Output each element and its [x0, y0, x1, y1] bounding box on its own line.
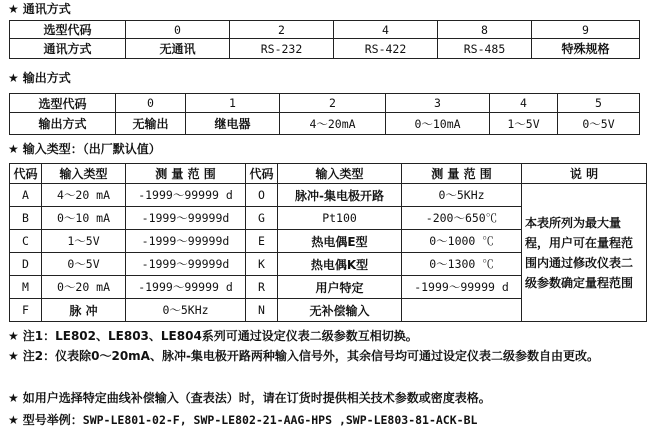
input-cell: K: [246, 253, 278, 276]
input-cell: C: [10, 230, 42, 253]
input-cell: F: [10, 299, 42, 322]
star-icon: ★: [8, 413, 19, 427]
input-cell: -1999～99999 d: [126, 184, 246, 207]
comm-cell: 通讯方式: [10, 39, 126, 59]
comm-cell: 选型代码: [10, 21, 126, 39]
output-row-type: [10, 113, 640, 135]
output-heading: ★ 输出方式: [8, 71, 71, 85]
input-cell: 0～1300 ℃: [402, 253, 522, 276]
input-cell: 4～20 mA: [42, 184, 126, 207]
input-cell: M: [10, 276, 42, 299]
input-cell: 0～5KHz: [126, 299, 246, 322]
input-cell: B: [10, 207, 42, 230]
input-header: 代码: [246, 164, 278, 184]
input-cell: 0～5KHz: [402, 184, 522, 207]
comm-row-code: [10, 21, 640, 39]
comm-cell: 9: [532, 21, 640, 39]
input-header: 输入类型: [42, 164, 126, 184]
input-cell: 热电偶E型: [278, 230, 402, 253]
model-label: 型号举例：: [22, 413, 83, 427]
output-cell: 4: [490, 94, 558, 113]
input-cell: -1999～99999d: [126, 253, 246, 276]
input-cell: -200～650℃: [402, 207, 522, 230]
input-cell: -1999～99999 d: [402, 276, 522, 299]
output-row-code: [10, 94, 640, 113]
input-cell: 用户特定: [278, 276, 402, 299]
input-header: 输入类型: [278, 164, 402, 184]
comm-cell: 无通讯: [126, 39, 230, 59]
input-note: 本表所列为最大量程，用户可在量程范围内通过修改仪表二级参数确定量程范围: [522, 184, 647, 322]
comm-cell: RS-485: [438, 39, 532, 59]
star-icon: ★: [8, 349, 19, 363]
table-row: [10, 184, 647, 207]
comm-cell: 2: [230, 21, 334, 39]
footnote-2: ★ 注2：仪表除0～20mA、脉冲-集电极开路两种输入信号外，其余信号均可通过设定仪表二级参数自由更改。: [8, 349, 599, 363]
comm-cell: 8: [438, 21, 532, 39]
output-cell: 输出方式: [10, 113, 116, 135]
input-cell: -1999～99999d: [126, 230, 246, 253]
model-example: [8, 411, 648, 429]
input-cell: E: [246, 230, 278, 253]
footnote-3: ★ 如用户选择特定曲线补偿输入（查表法）时，请在订货时提供相关技术参数或密度表格。: [8, 391, 491, 405]
output-cell: 5: [558, 94, 640, 113]
output-cell: 0: [116, 94, 186, 113]
input-cell: -1999～99999 d: [126, 276, 246, 299]
input-header: 说 明: [522, 164, 647, 184]
comm-heading: ★ 通讯方式: [8, 2, 71, 16]
input-cell: 脉 冲: [42, 299, 126, 322]
input-cell: -1999～99999d: [126, 207, 246, 230]
star-icon: ★: [8, 2, 19, 16]
comm-table: [9, 20, 640, 59]
input-cell: A: [10, 184, 42, 207]
output-cell: 继电器: [186, 113, 280, 135]
comm-cell: 4: [334, 21, 438, 39]
input-cell: N: [246, 299, 278, 322]
output-cell: 0～10mA: [386, 113, 490, 135]
output-table: [9, 93, 640, 135]
input-cell: 脉冲-集电极开路: [278, 184, 402, 207]
input-cell: [402, 299, 522, 322]
input-cell: 0～5V: [42, 253, 126, 276]
input-heading: ★ 输入类型：（出厂默认值）: [8, 142, 161, 156]
input-cell: 热电偶K型: [278, 253, 402, 276]
star-icon: ★: [8, 391, 19, 405]
input-cell: R: [246, 276, 278, 299]
comm-row-type: [10, 39, 640, 59]
input-cell: 0～10 mA: [42, 207, 126, 230]
comm-cell: 0: [126, 21, 230, 39]
comm-cell: RS-422: [334, 39, 438, 59]
input-header: 测 量 范 围: [402, 164, 522, 184]
comm-cell: RS-232: [230, 39, 334, 59]
output-cell: 无输出: [116, 113, 186, 135]
output-cell: 4～20mA: [280, 113, 386, 135]
output-cell: 0～5V: [558, 113, 640, 135]
input-cell: 无补偿输入: [278, 299, 402, 322]
output-cell: 1: [186, 94, 280, 113]
input-cell: G: [246, 207, 278, 230]
comm-cell: 特殊规格: [532, 39, 640, 59]
input-cell: 0～1000 ℃: [402, 230, 522, 253]
output-cell: 选型代码: [10, 94, 116, 113]
input-header: 代码: [10, 164, 42, 184]
star-icon: ★: [8, 71, 19, 85]
input-header: 测 量 范 围: [126, 164, 246, 184]
input-header-row: [10, 164, 647, 184]
input-cell: O: [246, 184, 278, 207]
output-cell: 3: [386, 94, 490, 113]
output-cell: 1～5V: [490, 113, 558, 135]
input-table: [9, 163, 647, 322]
footnote-1: ★ 注1：LE802、LE803、LE804系列可通过设定仪表二级参数互相切换。: [8, 329, 418, 343]
output-cell: 2: [280, 94, 386, 113]
input-cell: D: [10, 253, 42, 276]
input-cell: 0～20 mA: [42, 276, 126, 299]
input-cell: Pt100: [278, 207, 402, 230]
star-icon: ★: [8, 142, 19, 156]
input-cell: 1～5V: [42, 230, 126, 253]
model-codes: SWP-LE801-02-F, SWP-LE802-21-AAG-HPS ,SWP-LE803-81-ACK-BL: [82, 413, 478, 427]
star-icon: ★: [8, 329, 19, 343]
